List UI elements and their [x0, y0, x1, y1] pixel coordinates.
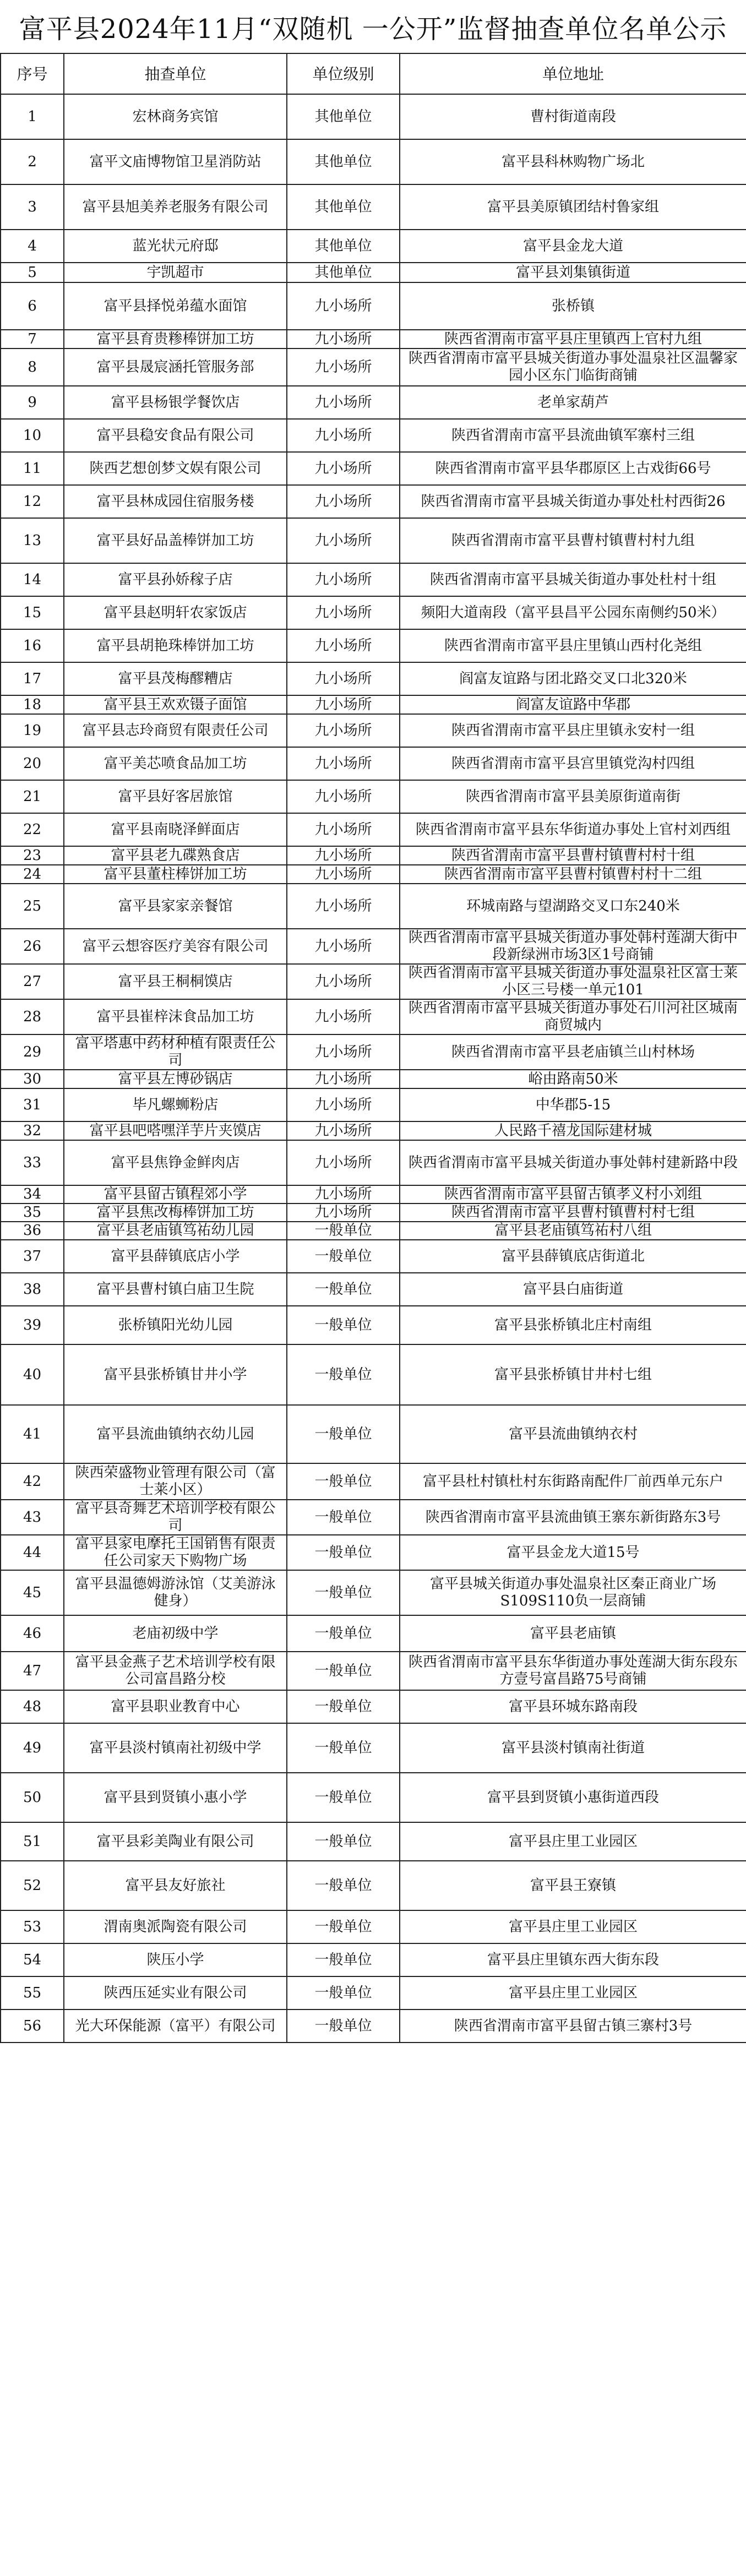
cell-unit-level: 九小场所: [287, 846, 400, 865]
cell-unit-name: 富平县胡艳珠棒饼加工坊: [64, 629, 287, 662]
cell-index: 40: [1, 1344, 64, 1405]
table-row: [1, 1405, 746, 1463]
cell-index: 55: [1, 1976, 64, 2009]
cell-unit-name: 光大环保能源（富平）有限公司: [64, 2009, 287, 2043]
cell-index: 5: [1, 263, 64, 282]
cell-unit-name: 富平县流曲镇纳衣幼儿园: [64, 1405, 287, 1463]
cell-index: 45: [1, 1570, 64, 1615]
table-row: [1, 662, 746, 695]
cell-index: 35: [1, 1203, 64, 1222]
cell-unit-level: 九小场所: [287, 929, 400, 964]
cell-index: 52: [1, 1861, 64, 1910]
cell-index: 27: [1, 964, 64, 999]
cell-unit-name: 富平县曹村镇白庙卫生院: [64, 1273, 287, 1306]
table-row: [1, 1240, 746, 1273]
cell-unit-name: 富平县王欢欢镊子面馆: [64, 695, 287, 714]
cell-unit-level: 九小场所: [287, 485, 400, 518]
cell-unit-level: 九小场所: [287, 348, 400, 386]
cell-unit-address: 张桥镇: [400, 282, 746, 330]
table-row: [1, 282, 746, 330]
table-row: [1, 929, 746, 964]
cell-unit-address: 富平县老庙镇: [400, 1615, 746, 1652]
table-header-row: [1, 53, 746, 94]
cell-index: 34: [1, 1185, 64, 1203]
table-row: [1, 518, 746, 563]
cell-unit-name: 陕西荣盛物业管理有限公司（富士莱小区）: [64, 1463, 287, 1500]
table-row: [1, 695, 746, 714]
cell-index: 32: [1, 1121, 64, 1140]
table-row: [1, 1500, 746, 1535]
cell-unit-name: 毕凡螺蛳粉店: [64, 1088, 287, 1121]
cell-index: 15: [1, 596, 64, 629]
cell-unit-address: 陕西省渭南市富平县庄里镇山西村化尧组: [400, 629, 746, 662]
cell-unit-address: 阎富友谊路中华郡: [400, 695, 746, 714]
cell-unit-address: 富平县张桥镇甘井村七组: [400, 1344, 746, 1405]
cell-unit-level: 一般单位: [287, 1690, 400, 1723]
table-row: [1, 1690, 746, 1723]
cell-unit-name: 陕西压延实业有限公司: [64, 1976, 287, 2009]
cell-unit-level: 一般单位: [287, 1615, 400, 1652]
cell-unit-name: 富平县好品盖棒饼加工坊: [64, 518, 287, 563]
cell-unit-name: 老庙初级中学: [64, 1615, 287, 1652]
cell-unit-name: 张桥镇阳光幼儿园: [64, 1306, 287, 1344]
cell-unit-address: 陕西省渭南市富平县庄里镇永安村一组: [400, 714, 746, 747]
cell-unit-name: 富平县王桐桐馍店: [64, 964, 287, 999]
cell-unit-level: 一般单位: [287, 1240, 400, 1273]
cell-unit-address: 陕西省渭南市富平县庄里镇西上官村九组: [400, 330, 746, 348]
cell-unit-level: 一般单位: [287, 1535, 400, 1570]
table-row: [1, 1861, 746, 1910]
cell-index: 30: [1, 1070, 64, 1088]
cell-unit-name: 富平县孙娇稼子店: [64, 563, 287, 596]
table-row: [1, 348, 746, 386]
table-row: [1, 330, 746, 348]
cell-unit-address: 陕西省渭南市富平县城关街道办事处温泉社区富士莱小区三号楼一单元101: [400, 964, 746, 999]
cell-index: 3: [1, 184, 64, 230]
cell-index: 31: [1, 1088, 64, 1121]
cell-index: 25: [1, 884, 64, 929]
cell-unit-name: 富平县林成园住宿服务楼: [64, 485, 287, 518]
cell-unit-name: 富平县左博砂锅店: [64, 1070, 287, 1088]
cell-index: 53: [1, 1910, 64, 1943]
table-row: [1, 1773, 746, 1822]
table-row: [1, 1140, 746, 1185]
cell-unit-level: 一般单位: [287, 1344, 400, 1405]
cell-unit-address: 曹村街道南段: [400, 94, 746, 139]
header-unit-level: 单位级别: [287, 53, 400, 94]
cell-unit-address: 富平县庄里工业园区: [400, 1976, 746, 2009]
table-row: [1, 1943, 746, 1976]
table-row: [1, 596, 746, 629]
table-row: [1, 865, 746, 884]
table-row: [1, 2009, 746, 2043]
cell-unit-name: 富平县友好旅社: [64, 1861, 287, 1910]
inspection-table: [0, 53, 746, 2043]
cell-unit-address: 陕西省渭南市富平县曹村镇曹村村十组: [400, 846, 746, 865]
cell-unit-name: 富平县薛镇底店小学: [64, 1240, 287, 1273]
table-row: [1, 964, 746, 999]
cell-index: 42: [1, 1463, 64, 1500]
cell-unit-level: 九小场所: [287, 596, 400, 629]
cell-index: 2: [1, 139, 64, 184]
cell-unit-name: 陕压小学: [64, 1943, 287, 1976]
table-row: [1, 884, 746, 929]
cell-unit-level: 九小场所: [287, 1140, 400, 1185]
cell-unit-level: 一般单位: [287, 1910, 400, 1943]
cell-unit-address: 陕西省渭南市富平县曹村镇曹村村九组: [400, 518, 746, 563]
cell-unit-address: 富平县庄里工业园区: [400, 1910, 746, 1943]
cell-unit-address: 富平县王寮镇: [400, 1861, 746, 1910]
table-row: [1, 563, 746, 596]
cell-unit-address: 富平县张桥镇北庄村南组: [400, 1306, 746, 1344]
cell-index: 19: [1, 714, 64, 747]
cell-unit-name: 富平县南晓泽鲜面店: [64, 813, 287, 846]
table-row: [1, 1121, 746, 1140]
cell-unit-address: 陕西省渭南市富平县美原街道南街: [400, 780, 746, 813]
cell-unit-address: 富平县杜村镇杜村东街路南配件厂前西单元东户: [400, 1463, 746, 1500]
cell-unit-level: 九小场所: [287, 884, 400, 929]
cell-index: 44: [1, 1535, 64, 1570]
cell-index: 37: [1, 1240, 64, 1273]
cell-index: 46: [1, 1615, 64, 1652]
header-unit-address: 单位地址: [400, 53, 746, 94]
cell-unit-name: 渭南奥派陶瓷有限公司: [64, 1910, 287, 1943]
cell-unit-address: 富平县薛镇底店街道北: [400, 1240, 746, 1273]
cell-unit-level: 一般单位: [287, 1861, 400, 1910]
cell-unit-level: 一般单位: [287, 1976, 400, 2009]
cell-index: 50: [1, 1773, 64, 1822]
table-row: [1, 1535, 746, 1570]
cell-unit-level: 九小场所: [287, 695, 400, 714]
cell-unit-name: 富平云想容医疗美容有限公司: [64, 929, 287, 964]
cell-index: 38: [1, 1273, 64, 1306]
cell-unit-name: 富平县奇舞艺术培训学校有限公司: [64, 1500, 287, 1535]
table-row: [1, 1463, 746, 1500]
cell-unit-address: 富平县老庙镇笃祐村八组: [400, 1222, 746, 1240]
cell-unit-level: 一般单位: [287, 1463, 400, 1500]
cell-unit-name: 富平县崔梓沫食品加工坊: [64, 999, 287, 1034]
cell-unit-level: 其他单位: [287, 263, 400, 282]
cell-unit-name: 富平县张桥镇甘井小学: [64, 1344, 287, 1405]
cell-unit-name: 宇凯超市: [64, 263, 287, 282]
cell-index: 39: [1, 1306, 64, 1344]
cell-index: 54: [1, 1943, 64, 1976]
cell-unit-address: 陕西省渭南市富平县城关街道办事处杜村十组: [400, 563, 746, 596]
cell-unit-name: 宏林商务宾馆: [64, 94, 287, 139]
cell-unit-level: 一般单位: [287, 1273, 400, 1306]
cell-index: 8: [1, 348, 64, 386]
cell-unit-name: 富平塔惠中药材种植有限责任公司: [64, 1034, 287, 1070]
cell-unit-address: 富平县到贤镇小惠街道西段: [400, 1773, 746, 1822]
table-row: [1, 184, 746, 230]
cell-unit-name: 富平县晟宸涵托管服务部: [64, 348, 287, 386]
cell-unit-level: 一般单位: [287, 1222, 400, 1240]
cell-unit-name: 富平县淡村镇南社初级中学: [64, 1723, 287, 1773]
cell-unit-name: 富平县旭美养老服务有限公司: [64, 184, 287, 230]
table-row: [1, 452, 746, 485]
cell-index: 13: [1, 518, 64, 563]
table-row: [1, 1723, 746, 1773]
cell-unit-level: 九小场所: [287, 629, 400, 662]
cell-unit-level: 九小场所: [287, 662, 400, 695]
cell-unit-name: 富平县家家亲餐馆: [64, 884, 287, 929]
table-row: [1, 1070, 746, 1088]
cell-unit-level: 九小场所: [287, 964, 400, 999]
table-row: [1, 1910, 746, 1943]
cell-unit-name: 富平文庙博物馆卫星消防站: [64, 139, 287, 184]
cell-unit-name: 富平县择悦弟蕴水面馆: [64, 282, 287, 330]
cell-index: 20: [1, 747, 64, 780]
cell-unit-name: 富平县吧嗒嘿洋芋片夹馍店: [64, 1121, 287, 1140]
cell-unit-address: 陕西省渭南市富平县城关街道办事处温泉社区温馨家园小区东门临街商铺: [400, 348, 746, 386]
cell-unit-address: 陕西省渭南市富平县曹村镇曹村村十二组: [400, 865, 746, 884]
cell-unit-level: 一般单位: [287, 1306, 400, 1344]
cell-unit-address: 环城南路与望湖路交叉口东240米: [400, 884, 746, 929]
cell-unit-address: 富平县庄里工业园区: [400, 1822, 746, 1861]
table-row: [1, 1273, 746, 1306]
cell-index: 23: [1, 846, 64, 865]
cell-index: 9: [1, 386, 64, 419]
cell-unit-level: 九小场所: [287, 714, 400, 747]
cell-unit-level: 其他单位: [287, 230, 400, 263]
table-row: [1, 629, 746, 662]
cell-unit-level: 九小场所: [287, 518, 400, 563]
cell-index: 29: [1, 1034, 64, 1070]
cell-unit-address: 富平县刘集镇街道: [400, 263, 746, 282]
cell-unit-address: 陕西省渭南市富平县城关街道办事处杜村西街26: [400, 485, 746, 518]
cell-unit-name: 富平县育贵糁棒饼加工坊: [64, 330, 287, 348]
cell-index: 47: [1, 1652, 64, 1690]
cell-index: 4: [1, 230, 64, 263]
cell-unit-address: 陕西省渭南市富平县留古镇孝义村小刘组: [400, 1185, 746, 1203]
table-row: [1, 1034, 746, 1070]
cell-unit-address: 富平县白庙街道: [400, 1273, 746, 1306]
cell-unit-level: 九小场所: [287, 1034, 400, 1070]
cell-unit-level: 一般单位: [287, 2009, 400, 2043]
cell-unit-name: 陕西艺想创梦文娱有限公司: [64, 452, 287, 485]
cell-unit-level: 一般单位: [287, 1500, 400, 1535]
cell-index: 33: [1, 1140, 64, 1185]
table-row: [1, 419, 746, 452]
cell-index: 16: [1, 629, 64, 662]
cell-unit-level: 其他单位: [287, 139, 400, 184]
cell-unit-address: 富平县庄里镇东西大街东段: [400, 1943, 746, 1976]
cell-unit-address: 富平县金龙大道: [400, 230, 746, 263]
cell-unit-level: 九小场所: [287, 1121, 400, 1140]
cell-index: 24: [1, 865, 64, 884]
cell-unit-address: 富平县流曲镇纳衣村: [400, 1405, 746, 1463]
cell-unit-level: 九小场所: [287, 865, 400, 884]
cell-index: 28: [1, 999, 64, 1034]
table-row: [1, 846, 746, 865]
table-row: [1, 1203, 746, 1222]
cell-index: 22: [1, 813, 64, 846]
cell-unit-name: 富平县彩美陶业有限公司: [64, 1822, 287, 1861]
cell-unit-address: 陕西省渭南市富平县东华街道办事处上官村刘西组: [400, 813, 746, 846]
cell-index: 49: [1, 1723, 64, 1773]
cell-unit-name: 富平县茂梅醪糟店: [64, 662, 287, 695]
cell-unit-level: 一般单位: [287, 1822, 400, 1861]
cell-unit-level: 九小场所: [287, 1203, 400, 1222]
cell-unit-level: 其他单位: [287, 94, 400, 139]
table-row: [1, 1344, 746, 1405]
cell-unit-name: 富平县职业教育中心: [64, 1690, 287, 1723]
cell-unit-name: 富平县志玲商贸有限责任公司: [64, 714, 287, 747]
cell-unit-address: 陕西省渭南市富平县城关街道办事处韩村建新路中段: [400, 1140, 746, 1185]
cell-unit-name: 蓝光状元府邸: [64, 230, 287, 263]
table-row: [1, 1615, 746, 1652]
cell-unit-address: 陕西省渭南市富平县曹村镇曹村村七组: [400, 1203, 746, 1222]
cell-unit-address: 富平县环城东路南段: [400, 1690, 746, 1723]
cell-unit-name: 富平县老庙镇笃祐幼儿园: [64, 1222, 287, 1240]
cell-unit-address: 人民路千禧龙国际建材城: [400, 1121, 746, 1140]
cell-unit-address: 老单家葫芦: [400, 386, 746, 419]
cell-unit-address: 陕西省渭南市富平县城关街道办事处韩村莲湖大街中段新绿洲市场3区1号商铺: [400, 929, 746, 964]
cell-unit-address: 中华郡5-15: [400, 1088, 746, 1121]
cell-unit-name: 富平县金燕子艺术培训学校有限公司富昌路分校: [64, 1652, 287, 1690]
cell-index: 11: [1, 452, 64, 485]
cell-unit-name: 富平县老九碟熟食店: [64, 846, 287, 865]
cell-unit-address: 频阳大道南段（富平县昌平公园东南侧约50米）: [400, 596, 746, 629]
cell-index: 41: [1, 1405, 64, 1463]
cell-unit-name: 富平县稳安食品有限公司: [64, 419, 287, 452]
cell-unit-address: 陕西省渭南市富平县老庙镇兰山村林场: [400, 1034, 746, 1070]
cell-unit-name: 富平县好客居旅馆: [64, 780, 287, 813]
cell-index: 51: [1, 1822, 64, 1861]
cell-unit-address: 富平县金龙大道15号: [400, 1535, 746, 1570]
cell-unit-name: 富平县家电摩托王国销售有限责任公司家天下购物广场: [64, 1535, 287, 1570]
cell-unit-level: 九小场所: [287, 330, 400, 348]
cell-unit-level: 一般单位: [287, 1723, 400, 1773]
cell-index: 17: [1, 662, 64, 695]
cell-index: 18: [1, 695, 64, 714]
cell-unit-level: 九小场所: [287, 1088, 400, 1121]
cell-unit-level: 一般单位: [287, 1943, 400, 1976]
cell-index: 43: [1, 1500, 64, 1535]
cell-unit-address: 陕西省渭南市富平县城关街道办事处石川河社区城南商贸城内: [400, 999, 746, 1034]
cell-index: 12: [1, 485, 64, 518]
cell-unit-name: 富平县留古镇程郊小学: [64, 1185, 287, 1203]
cell-index: 14: [1, 563, 64, 596]
cell-unit-level: 一般单位: [287, 1405, 400, 1463]
page-title: 富平县2024年11月“双随机 一公开”监督抽查单位名单公示: [19, 13, 727, 45]
table-row: [1, 1185, 746, 1203]
cell-unit-address: 陕西省渭南市富平县流曲镇王寨东新街路东3号: [400, 1500, 746, 1535]
cell-unit-address: 阎富友谊路与团北路交叉口北320米: [400, 662, 746, 695]
cell-unit-name: 富平县温德姆游泳馆（艾美游泳健身）: [64, 1570, 287, 1615]
table-row: [1, 1222, 746, 1240]
table-row: [1, 747, 746, 780]
cell-unit-level: 九小场所: [287, 419, 400, 452]
cell-unit-name: 富平美芯喷食品加工坊: [64, 747, 287, 780]
cell-index: 7: [1, 330, 64, 348]
table-row: [1, 263, 746, 282]
cell-unit-level: 一般单位: [287, 1570, 400, 1615]
table-row: [1, 813, 746, 846]
table-row: [1, 485, 746, 518]
cell-unit-address: 富平县淡村镇南社街道: [400, 1723, 746, 1773]
table-row: [1, 230, 746, 263]
table-row: [1, 1088, 746, 1121]
cell-unit-level: 九小场所: [287, 452, 400, 485]
cell-index: 56: [1, 2009, 64, 2043]
cell-unit-level: 九小场所: [287, 386, 400, 419]
cell-unit-name: 富平县赵明轩农家饭店: [64, 596, 287, 629]
cell-unit-level: 九小场所: [287, 282, 400, 330]
cell-unit-level: 九小场所: [287, 813, 400, 846]
cell-index: 10: [1, 419, 64, 452]
cell-unit-level: 九小场所: [287, 747, 400, 780]
cell-unit-level: 一般单位: [287, 1773, 400, 1822]
table-row: [1, 1976, 746, 2009]
cell-unit-name: 富平县董柱棒饼加工坊: [64, 865, 287, 884]
header-index: 序号: [1, 53, 64, 94]
cell-index: 6: [1, 282, 64, 330]
cell-unit-address: 陕西省渭南市富平县宫里镇党沟村四组: [400, 747, 746, 780]
table-row: [1, 714, 746, 747]
cell-unit-name: 富平县焦改梅棒饼加工坊: [64, 1203, 287, 1222]
cell-unit-address: 陕西省渭南市富平县留古镇三寨村3号: [400, 2009, 746, 2043]
cell-unit-address: 富平县城关街道办事处温泉社区秦正商业广场S109S110负一层商铺: [400, 1570, 746, 1615]
cell-unit-name: 富平县到贤镇小惠小学: [64, 1773, 287, 1822]
table-row: [1, 1306, 746, 1344]
header-unit-name: 抽查单位: [64, 53, 287, 94]
table-row: [1, 386, 746, 419]
table-row: [1, 1822, 746, 1861]
cell-unit-level: 九小场所: [287, 1070, 400, 1088]
cell-unit-address: 富平县科林购物广场北: [400, 139, 746, 184]
cell-unit-address: 陕西省渭南市富平县东华街道办事处莲湖大街东段东方壹号富昌路75号商铺: [400, 1652, 746, 1690]
cell-unit-name: 富平县杨银学餐饮店: [64, 386, 287, 419]
cell-unit-level: 九小场所: [287, 1185, 400, 1203]
cell-unit-level: 九小场所: [287, 780, 400, 813]
cell-unit-address: 陕西省渭南市富平县华郡原区上古戏街66号: [400, 452, 746, 485]
cell-index: 36: [1, 1222, 64, 1240]
cell-unit-level: 一般单位: [287, 1652, 400, 1690]
cell-index: 1: [1, 94, 64, 139]
cell-unit-level: 九小场所: [287, 999, 400, 1034]
table-row: [1, 1570, 746, 1615]
table-row: [1, 999, 746, 1034]
cell-unit-name: 富平县焦铮金鲜肉店: [64, 1140, 287, 1185]
cell-unit-level: 九小场所: [287, 563, 400, 596]
cell-index: 48: [1, 1690, 64, 1723]
cell-unit-address: 陕西省渭南市富平县流曲镇军寨村三组: [400, 419, 746, 452]
table-row: [1, 780, 746, 813]
cell-index: 21: [1, 780, 64, 813]
table-row: [1, 94, 746, 139]
table-row: [1, 139, 746, 184]
table-row: [1, 1652, 746, 1690]
cell-unit-address: 富平县美原镇团结村鲁家组: [400, 184, 746, 230]
cell-unit-address: 峪由路南50米: [400, 1070, 746, 1088]
cell-unit-level: 其他单位: [287, 184, 400, 230]
cell-index: 26: [1, 929, 64, 964]
